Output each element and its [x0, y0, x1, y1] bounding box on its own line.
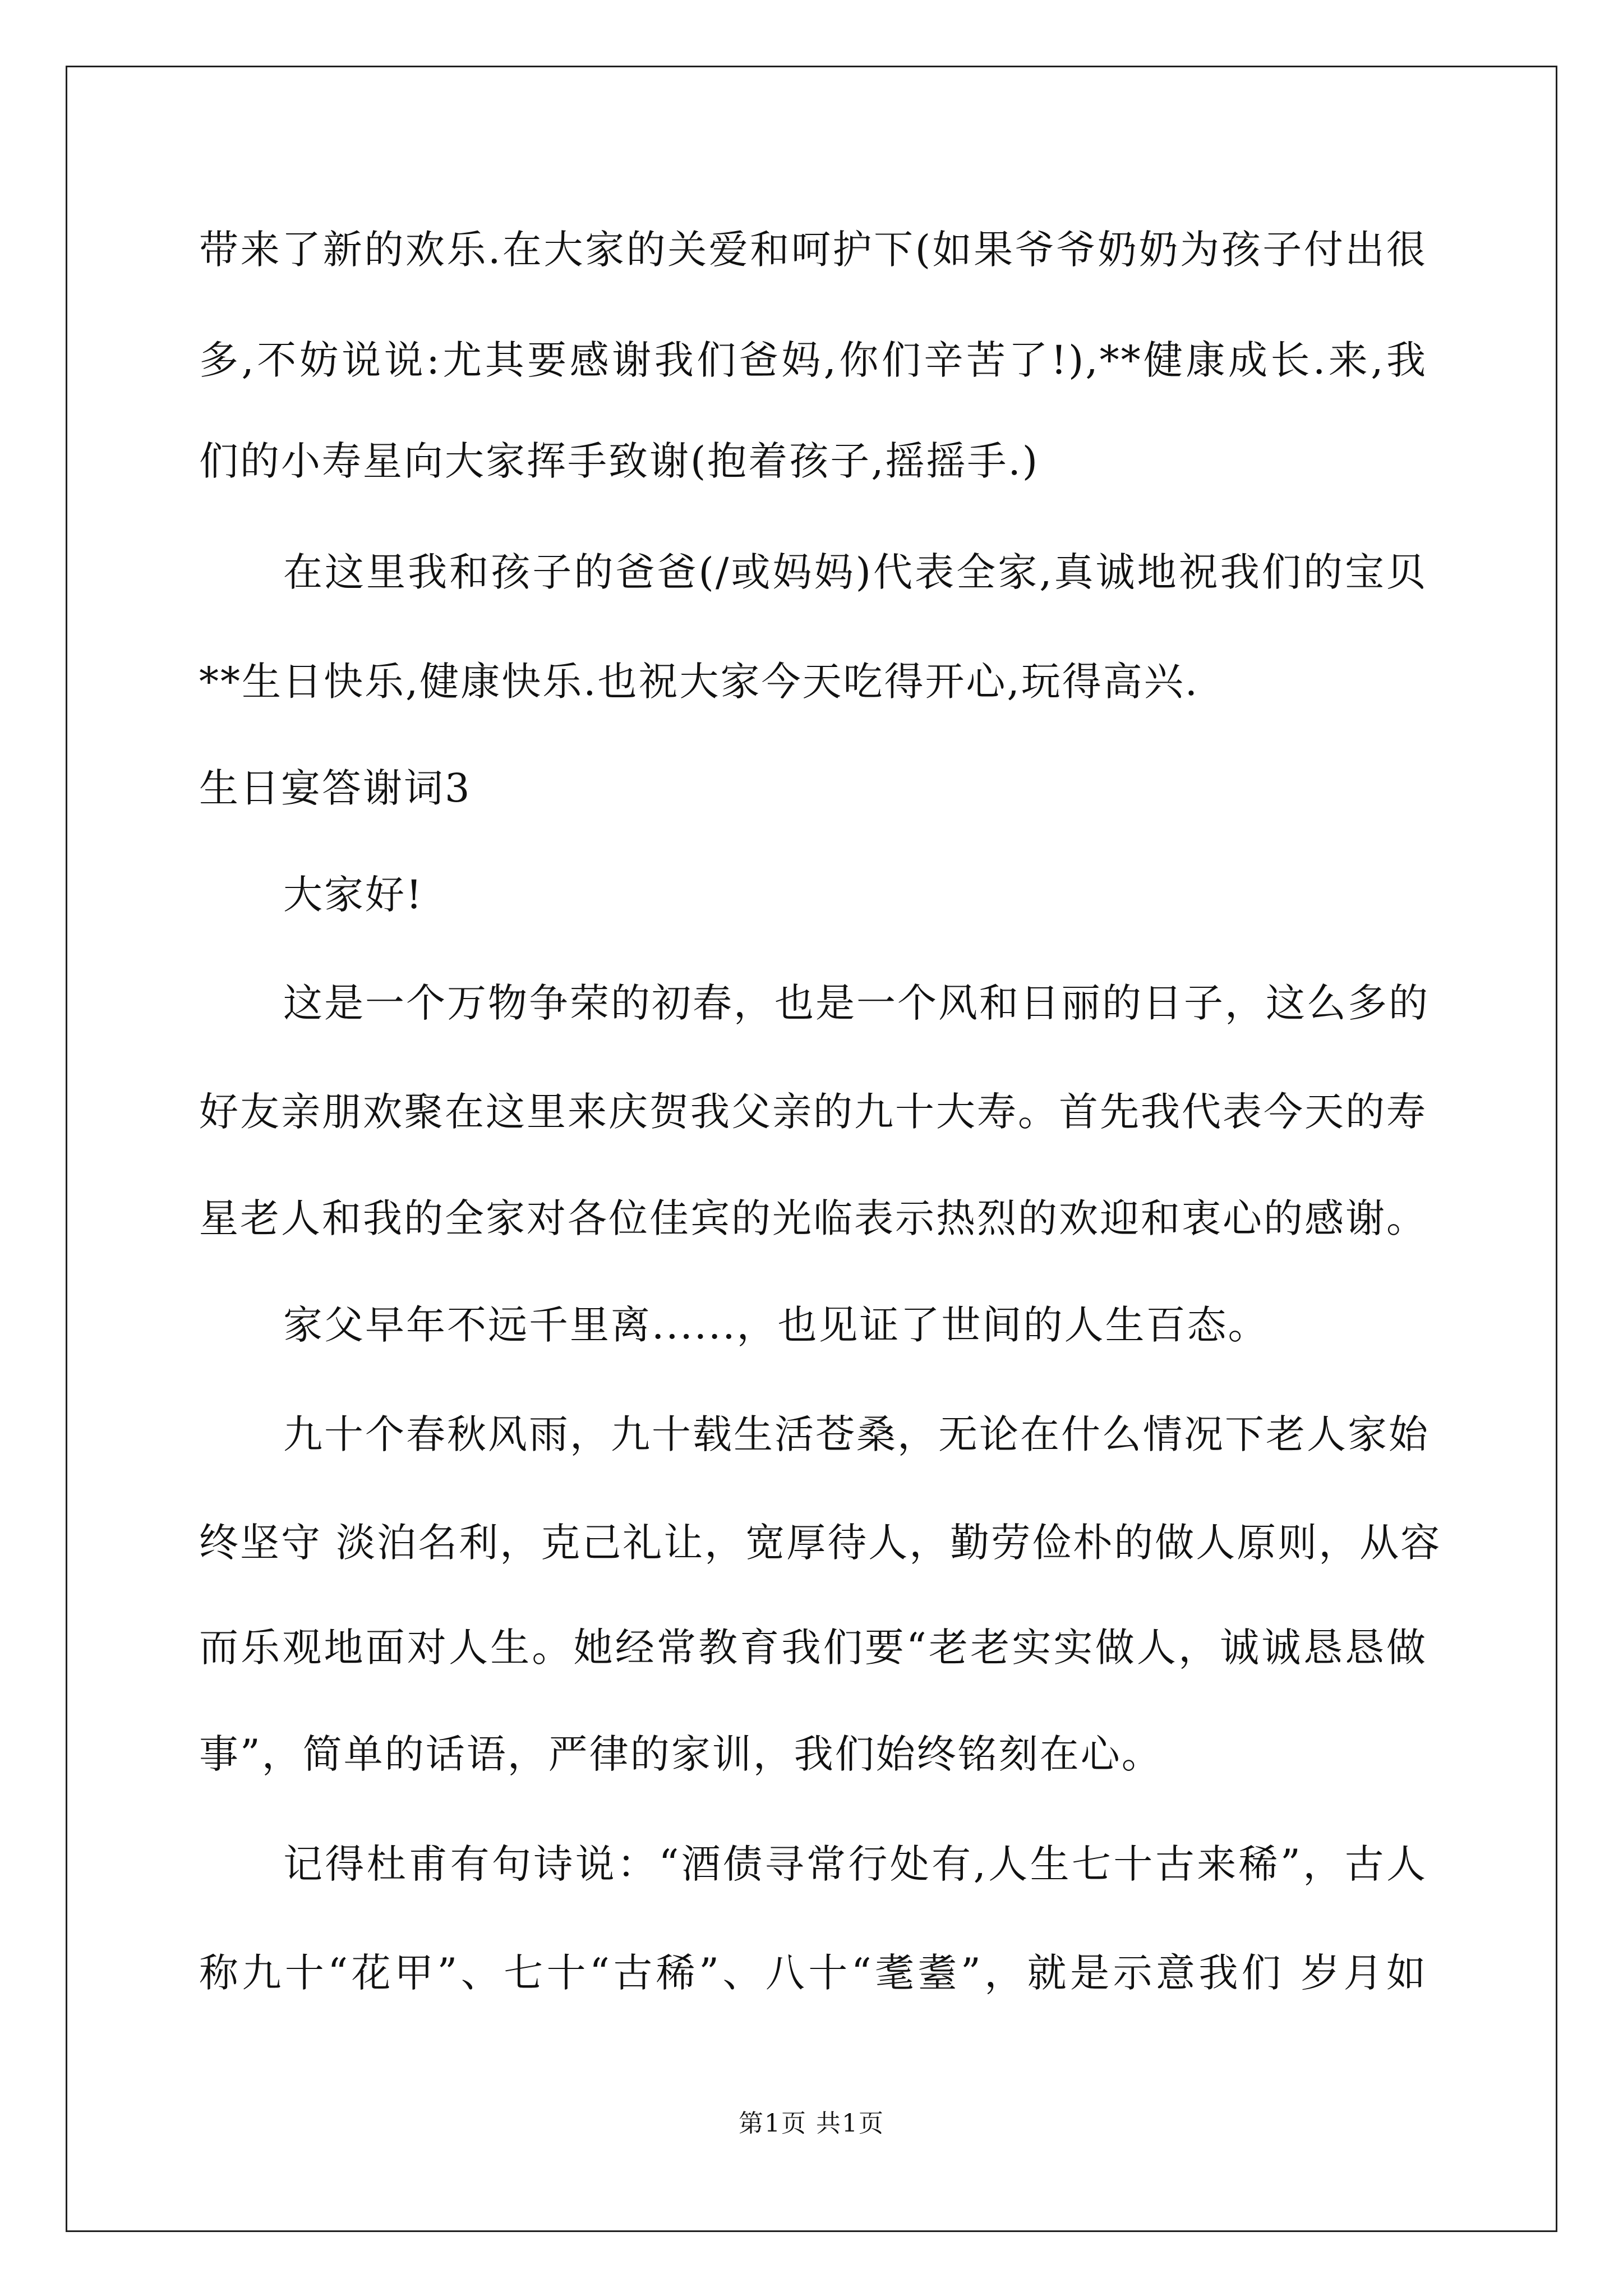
- paragraph-first-line: 在这里我和孩子的爸爸(/或妈妈)代表全家,真诚地祝我们的宝贝: [283, 549, 1427, 595]
- page-border: [66, 66, 1557, 2232]
- text-line: 而乐观地面对人生。她经常教育我们要“老老实实做人，诚诚恳恳做: [199, 1625, 1427, 1671]
- text-line: 多,不妨说说:尤其要感谢我们爸妈,你们辛苦了!),**健康成长.来,我: [199, 337, 1427, 383]
- page-footer: 第1页 共1页: [739, 2109, 884, 2138]
- text-line: 终坚守 淡泊名利，克己礼让，宽厚待人，勤劳俭朴的做人原则，从容: [199, 1520, 1442, 1566]
- greeting-line: 大家好!: [283, 872, 424, 918]
- text-line: **生日快乐,健康快乐.也祝大家今天吃得开心,玩得高兴.: [199, 659, 1200, 705]
- paragraph-first-line: 这是一个万物争荣的初春，也是一个风和日丽的日子，这么多的: [283, 980, 1430, 1026]
- text-line: 带来了新的欢乐.在大家的关爱和呵护下(如果爷爷奶奶为孩子付出很: [199, 227, 1427, 273]
- text-line: 称九十“花甲”、七十“古稀”、八十“耄耋”，就是示意我们 岁月如: [199, 1950, 1427, 1996]
- text-line: 们的小寿星向大家挥手致谢(抱着孩子,摇摇手.): [199, 438, 1040, 484]
- text-line: 好友亲朋欢聚在这里来庆贺我父亲的九十大寿。首先我代表今天的寿: [199, 1089, 1427, 1135]
- section-heading: 生日宴答谢词3: [199, 765, 472, 811]
- paragraph-first-line: 九十个春秋风雨，九十载生活苍桑，无论在什么情况下老人家始: [283, 1411, 1430, 1457]
- text-line: 星老人和我的全家对各位佳宾的光临表示热烈的欢迎和衷心的感谢。: [199, 1195, 1427, 1241]
- paragraph-first-line: 家父早年不远千里离......，也见证了世间的人生百态。: [283, 1302, 1269, 1348]
- text-line: 事”，简单的话语，严律的家训，我们始终铭刻在心。: [199, 1731, 1163, 1777]
- paragraph-first-line: 记得杜甫有句诗说：“酒债寻常行处有,人生七十古来稀”，古人: [283, 1841, 1427, 1887]
